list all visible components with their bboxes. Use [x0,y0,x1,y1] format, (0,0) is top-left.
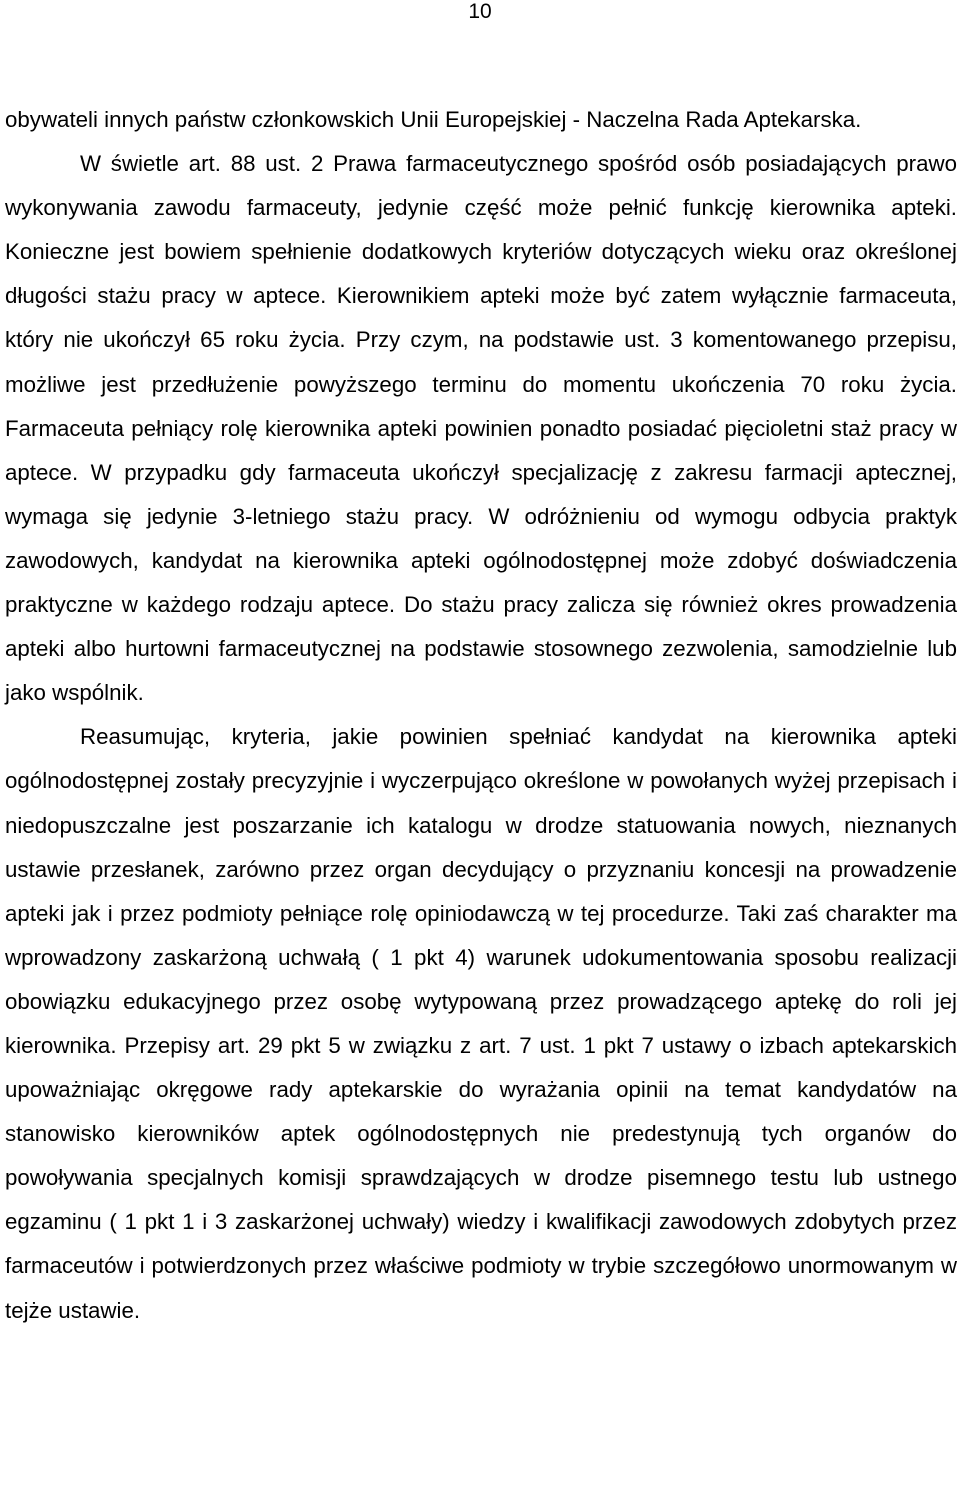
paragraph-manager-criteria: W świetle art. 88 ust. 2 Prawa farmaceutycznego spośród osób posiadających prawo wykonywania zawodu farmaceuty, jedynie część może pełnić funkcję kierownika apteki. Konieczne jest bowiem spełnienie dodatkowych kryteriów dotyczących wieku oraz określonej długości stażu pracy w aptece. Kierownikiem apteki może być zatem wyłącznie farmaceuta, który nie ukończył 65 roku życia. Przy czym, na podstawie ust. 3 komentowanego przepisu, możliwe jest przedłużenie powyższego terminu do momentu ukończenia 70 roku życia. Farmaceuta pełniący rolę kierownika apteki powinien ponadto posiadać pięcioletni staż pracy w aptece. W przypadku gdy farmaceuta ukończył specjalizację z zakresu farmacji aptecznej, wymaga się jedynie 3-letniego stażu pracy. W odróżnieniu od wymogu odbycia praktyk zawodowych, kandydat na kierownika apteki ogólnodostępnej może zdobyć doświadczenia praktyczne w każdego rodzaju aptece. Do stażu pracy zalicza się również okres prowadzenia apteki albo hurtowni farmaceutycznej na podstawie stosownego zezwolenia, samodzielnie lub jako wspólnik. [5,151,957,706]
document-body [5,98,957,1333]
paragraph-continuation: obywateli innych państw członkowskich Unii Europejskiej - Naczelna Rada Aptekarska. [5,107,862,132]
page-number: 10 [468,0,492,23]
paragraph-summary: Reasumując, kryteria, jakie powinien spełniać kandydat na kierownika apteki ogólnodostępnej zostały precyzyjnie i wyczerpująco określone w powołanych wyżej przepisach i niedopuszczalne jest poszarzanie ich katalogu w drodze statuowania nowych, nieznanych ustawie przesłanek, zarówno przez organ decydujący o przyznaniu koncesji na prowadzenie apteki jak i przez podmioty pełniące rolę opiniodawczą w tej procedurze. Taki zaś charakter ma wprowadzony zaskarżoną uchwałą ( 1 pkt 4) warunek udokumentowania sposobu realizacji obowiązku edukacyjnego przez osobę wytypowaną przez prowadzącego aptekę do roli jej kierownika. Przepisy art. 29 pkt 5 w związku z art. 7 ust. 1 pkt 7 ustawy o izbach aptekarskich upoważniając okręgowe rady aptekarskie do wyrażania opinii na temat kandydatów na stanowisko kierowników aptek ogólnodostępnych nie predestynują tych organów do powoływania specjalnych komisji sprawdzających w drodze pisemnego testu lub ustnego egzaminu ( 1 pkt 1 i 3 zaskarżonej uchwały) wiedzy i kwalifikacji zawodowych zdobytych przez farmaceutów i potwierdzonych przez właściwe podmioty w trybie szczegółowo unormowanym w tejże ustawie. [5,724,957,1323]
